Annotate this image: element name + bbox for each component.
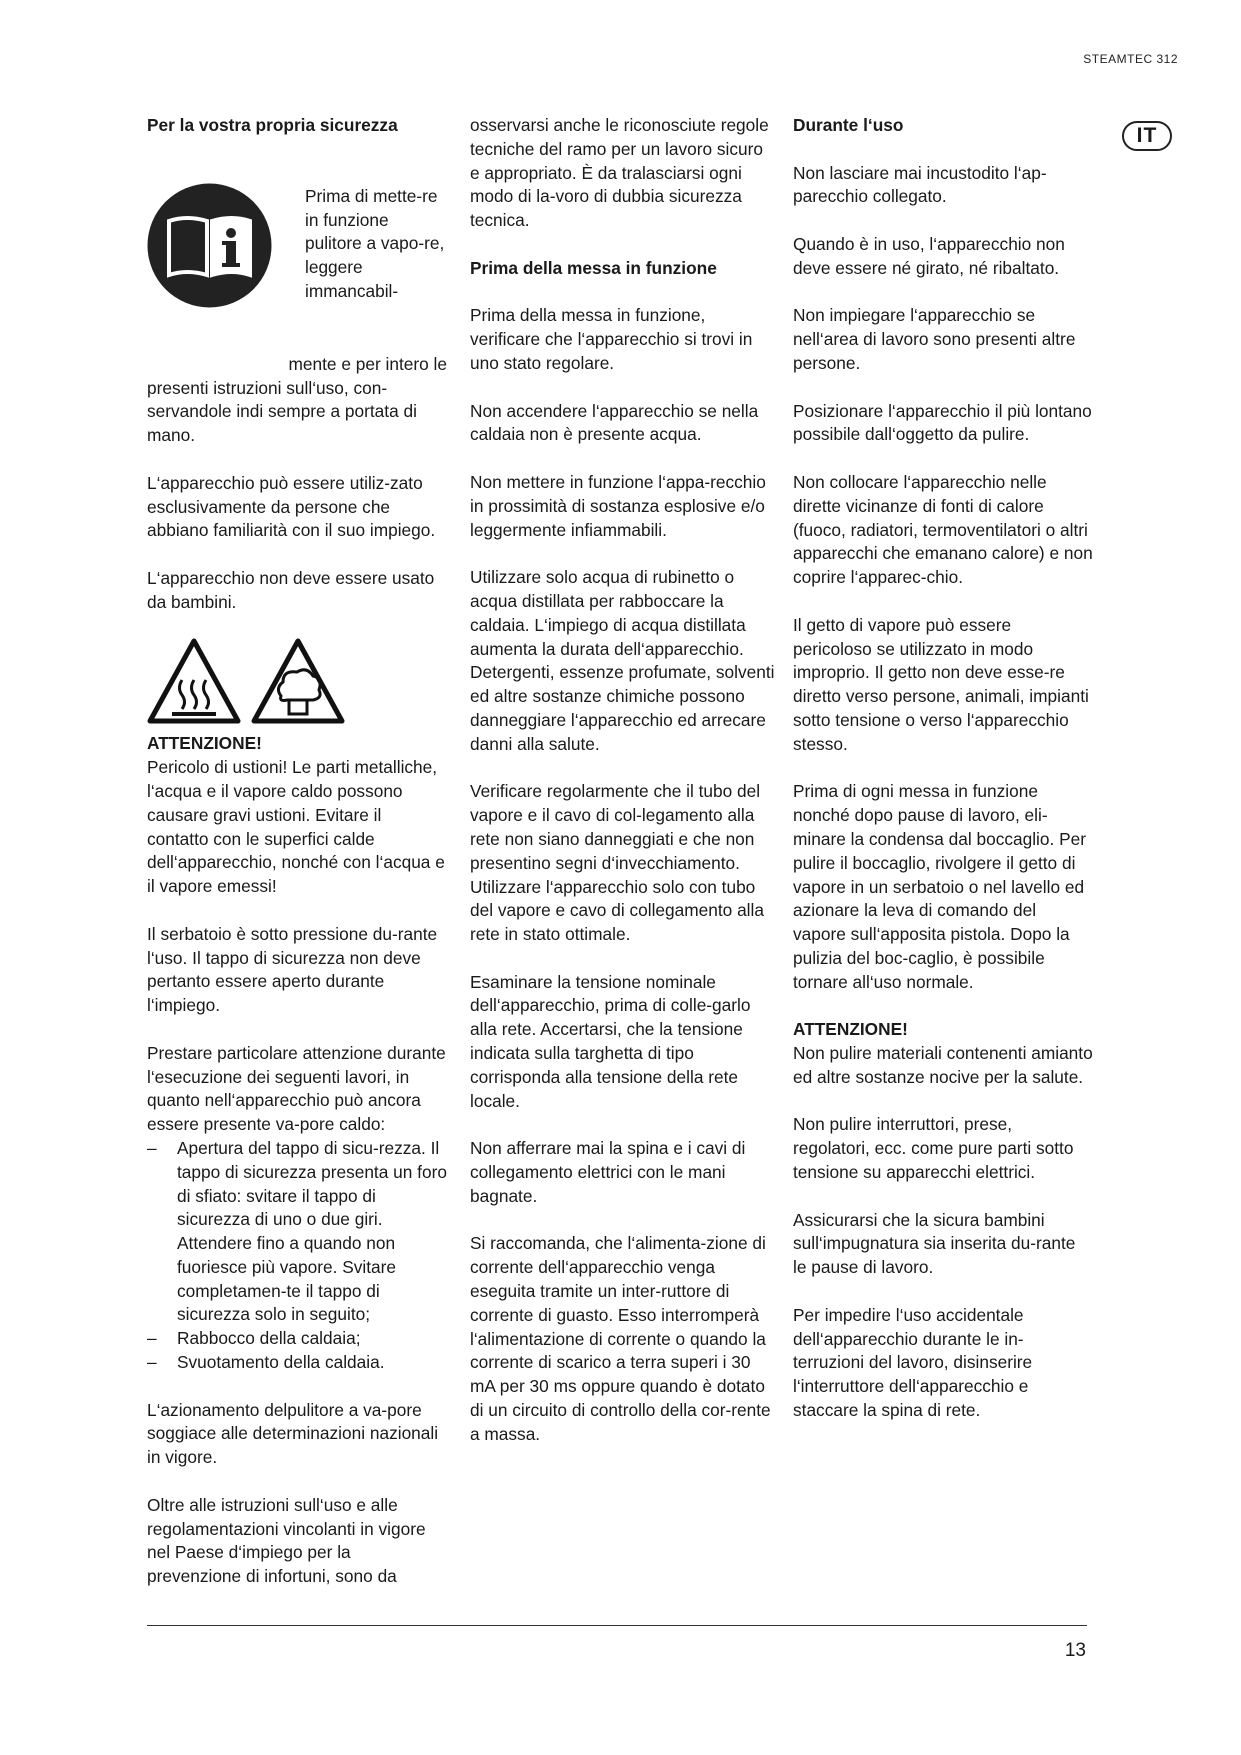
column-2 (470, 114, 775, 1470)
hot-steam-icon (251, 638, 345, 724)
hot-surface-icon (147, 638, 241, 724)
paragraph: L‘apparecchio può essere utiliz-zato esclusivamente da persone che abbiano familiarità con il suo impiego. (147, 472, 436, 541)
paragraph: Non afferrare mai la spina e i cavi di collegamento elettrici con le mani bagnate. (470, 1138, 746, 1206)
warning-title: ATTENZIONE! (793, 1019, 908, 1040)
column-3 (793, 114, 1093, 1447)
list-item: – Svuotamento della caldaia. (147, 1351, 447, 1375)
paragraph: Esaminare la tensione nominale dell‘apparecchio, prima di colle-garlo alla rete. Accertarsi, che la tensione indicata sulla targhetta di tipo corrisponda alla tensione della rete locale. (470, 971, 751, 1111)
intro-block (147, 138, 447, 353)
warning-text: Pericolo di ustioni! Le parti metalliche, l‘acqua e il vapore caldo possono causare gravi ustioni. Evitare il contatto con le superfici calde dell‘apparecchio, nonché con l‘acqua e il vapore emessi! (147, 757, 445, 897)
paragraph: Verificare regolarmente che il tubo del vapore e il cavo di col-legamento alla rete non siano danneggiati e che non presentino segni d‘invecchiamento. Utilizzare l‘apparecchio solo con tubo del vapore e cavo di collegamento alla rete in stato ottimale. (470, 781, 764, 945)
paragraph: Non mettere in funzione l‘appa-recchio in prossimità di sostanza esplosive e/o leggermente infiammabili. (470, 471, 766, 540)
paragraph: Utilizzare solo acqua di rubinetto o acqua distillata per rabboccare la caldaia. L‘impiego di acqua distillata aumenta la durata dell‘apparecchio. Detergenti, essenze profumate, solventi ed altre sostanze chimiche possono danneggiare l‘apparecchio ed arrecare danni alla salute. (470, 567, 775, 754)
warning-title: ATTENZIONE! (147, 733, 262, 754)
intro-text: Prima di mette-re in funzione pulitore a vapo-re, leggere immancabil- (305, 185, 445, 301)
paragraph: Oltre alle istruzioni sull‘uso e alle regolamentazioni vincolanti in vigore nel Paese d‘impiego per la prevenzione di infortuni, sono da (147, 1494, 426, 1587)
paragraph: Non impiegare l‘apparecchio se nell‘area di lavoro sono presenti altre persone. (793, 305, 1076, 373)
paragraph: Prima di ogni messa in funzione nonché dopo pause di lavoro, eli-minare la condensa dal boccaglio. Per pulire il boccaglio, rivolgere il getto di vapore in un serbatoio o nel lavello ed azionare la leva di comando del vapore sull‘apposita pistola. Dopo la pulizia del boc-caglio, è possibile tornare all‘uso normale. (793, 781, 1086, 992)
paragraph: Per impedire l‘uso accidentale dell‘apparecchio durante le in-terruzioni del lavoro, disinserire l‘interruttore dell‘apparecchio e staccare la spina di rete. (793, 1304, 1033, 1421)
paragraph: Non lasciare mai incustodito l‘ap-parecchio collegato. (793, 162, 1047, 207)
warning-icons (147, 638, 447, 732)
paragraph: L‘apparecchio non deve essere usato da bambini. (147, 567, 435, 612)
paragraph: Non pulire interruttori, prese, regolatori, ecc. come pure parti sotto tensione su apparecchi elettrici. (793, 1114, 1074, 1183)
paragraph: Prestare particolare attenzione durante l‘esecuzione dei seguenti lavori, in quanto nell‘apparecchio può ancora essere presente va-pore caldo: (147, 1042, 446, 1135)
section-title-before-use: Prima della messa in funzione (470, 257, 717, 278)
intro-tail: mente e per intero le (288, 353, 447, 374)
section-title-during-use: Durante l‘uso (793, 115, 904, 135)
page-number: 13 (1064, 1640, 1086, 1661)
warning-text: Non pulire materiali contenenti amianto ed altre sostanze nocive per la salute. (793, 1043, 1093, 1087)
model-name: STEAMTEC 312 (1083, 52, 1178, 66)
intro-rest: presenti istruzioni sull‘uso, con-servandole indi sempre a portata di mano. (147, 377, 417, 446)
footer-divider (147, 1625, 1087, 1626)
paragraph: Non collocare l‘apparecchio nelle dirette vicinanze di fonti di calore (fuoco, radiatori, termoventilatori o altri apparecchi che emanano calore) e non coprire l‘apparec-chio. (793, 471, 1093, 588)
language-badge: IT (1122, 121, 1172, 151)
column-1 (147, 114, 447, 1613)
paragraph: L‘azionamento delpulitore a va-pore soggiace alle determinazioni nazionali in vigore. (147, 1399, 439, 1468)
paragraph: Quando è in uso, l‘apparecchio non deve essere né girato, né ribaltato. (793, 233, 1065, 278)
paragraph: Il serbatoio è sotto pressione du-rante l‘uso. Il tappo di sicurezza non deve pertanto essere aperto durante l‘impiego. (147, 923, 438, 1016)
paragraph: Il getto di vapore può essere pericoloso se utilizzato in modo improprio. Il getto non deve esse-re diretto verso persone, animali, impianti sotto tensione o verso l‘apparecchio stesso. (793, 614, 1089, 754)
list-item: – Rabbocco della caldaia; (147, 1327, 447, 1351)
paragraph: osservarsi anche le riconosciute regole tecniche del ramo per un lavoro sicuro e appropriato. È da tralasciarsi ogni modo di la-voro di dubbia sicurezza tecnica. (470, 115, 769, 231)
list-item: – Apertura del tappo di sicu-rezza. Il tappo di sicurezza presenta un foro di sfiato: svitare il tappo di sicurezza di uno o due giri. Attendere fino a quando non fuoriesce più vapore. Svitare completamen-te il tappo di sicurezza solo in seguito; (147, 1137, 447, 1327)
read-manual-icon (147, 183, 272, 308)
task-list (147, 1137, 447, 1375)
paragraph: Si raccomanda, che l‘alimenta-zione di corrente dell‘apparecchio venga eseguita tramite un inter-ruttore di corrente di guasto. Esso interromperà l‘alimentazione di corrente o quando la corrente di scarico a terra superi i 30 mA per 30 ms oppure quando è dotato di un circuito di controllo della cor-rente a massa. (470, 1233, 771, 1444)
paragraph: Non accendere l‘apparecchio se nella caldaia non è presente acqua. (470, 400, 759, 445)
paragraph: Assicurarsi che la sicura bambini sull‘impugnatura sia inserita du-rante le pause di lavoro. (793, 1209, 1076, 1278)
paragraph: Prima della messa in funzione, verificare che l‘apparecchio si trovi in uno stato regolare. (470, 305, 753, 373)
section-title-safety: Per la vostra propria sicurezza (147, 115, 398, 135)
paragraph: Posizionare l‘apparecchio il più lontano possibile dall‘oggetto da pulire. (793, 400, 1092, 445)
